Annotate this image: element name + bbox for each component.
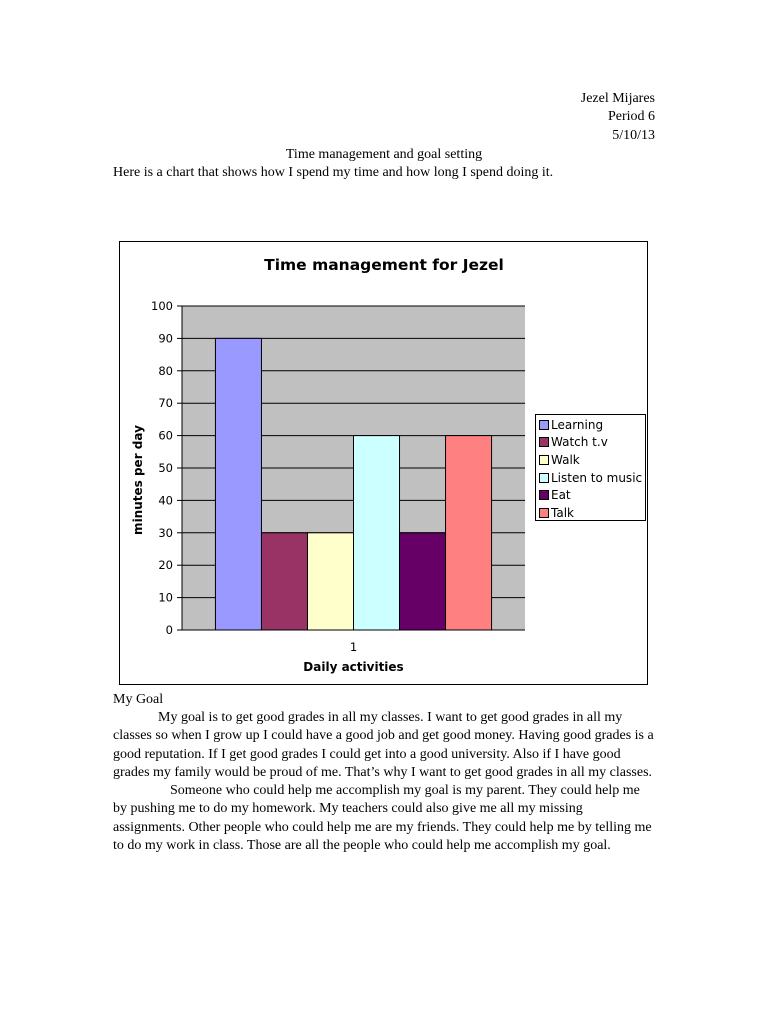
- goal-paragraph-2: Someone who could help me accomplish my goal is my parent. They could help me by pushing me to do my homework. My teachers could also give me all my missing assignments. Other people who could help me are my friends. They could help me by telling me to do my work in class. Those are all the people who could help me accomplish my goal.: [113, 783, 652, 854]
- goal-heading: My Goal: [113, 692, 164, 707]
- y-tick-label: 30: [158, 525, 173, 540]
- author-block: [581, 90, 655, 145]
- legend-label: Watch t.v: [551, 435, 608, 450]
- bar-listen-to-music: [354, 436, 400, 630]
- legend-item: [539, 486, 645, 504]
- y-axis-ticks: [151, 299, 182, 637]
- y-tick-label: 60: [158, 428, 173, 443]
- legend-item: [539, 451, 645, 469]
- legend-item: [539, 416, 645, 434]
- document-title: Time management and goal setting: [285, 147, 483, 162]
- legend-label: Eat: [551, 488, 571, 503]
- bar-eat: [400, 533, 446, 630]
- author-name: Jezel Mijares: [580, 91, 655, 106]
- legend-item: [539, 504, 645, 522]
- legend-label: Walk: [551, 452, 580, 467]
- x-axis-ticks: [350, 640, 357, 654]
- y-tick-label: 10: [158, 590, 173, 605]
- y-axis-label: minutes per day: [131, 425, 145, 535]
- legend-swatch: [539, 508, 549, 518]
- legend-label: Talk: [551, 505, 574, 520]
- bar-learning: [215, 338, 261, 630]
- goal-paragraph-1: My goal is to get good grades in all my classes. I want to get good grades in all my classes so when I grow up I could have a good job and get good money. Having good grades is a good reputation. If I get good grades I could get into a good university. Also if I have good grades my family would be proud of me. That’s why I want to get good grades in all my classes.: [113, 710, 654, 780]
- chart-title: Time management for Jezel: [264, 256, 504, 274]
- chart-frame: [119, 241, 648, 685]
- legend-swatch: [539, 490, 549, 500]
- y-tick-label: 80: [158, 363, 173, 378]
- y-tick-label: 50: [158, 461, 173, 475]
- document-date: 5/10/13: [612, 127, 655, 143]
- y-tick-label: 100: [151, 299, 173, 313]
- legend-swatch: [539, 455, 549, 465]
- bar-walk: [307, 533, 353, 630]
- goal-body: [113, 709, 657, 855]
- class-period: Period 6: [607, 109, 655, 125]
- legend-label: Learning: [551, 417, 604, 432]
- legend-swatch: [539, 437, 549, 447]
- x-tick-label: 1: [349, 640, 358, 654]
- y-tick-label: 70: [158, 396, 173, 411]
- chart-legend: [535, 414, 646, 521]
- y-tick-label: 0: [165, 623, 173, 637]
- y-tick-label: 20: [158, 558, 173, 573]
- legend-item: [539, 469, 645, 487]
- legend-swatch: [539, 420, 549, 430]
- legend-item: [539, 434, 645, 452]
- bar-watch-t-v: [261, 533, 307, 630]
- x-axis-label: Daily activities: [303, 660, 404, 674]
- y-tick-label: 40: [158, 493, 173, 508]
- legend-swatch: [539, 473, 549, 483]
- bar-talk: [446, 436, 492, 630]
- legend-label: Listen to music: [551, 470, 643, 485]
- y-tick-label: 90: [158, 331, 173, 346]
- intro-text: Here is a chart that shows how I spend my time and how long I spend doing it.: [113, 165, 554, 180]
